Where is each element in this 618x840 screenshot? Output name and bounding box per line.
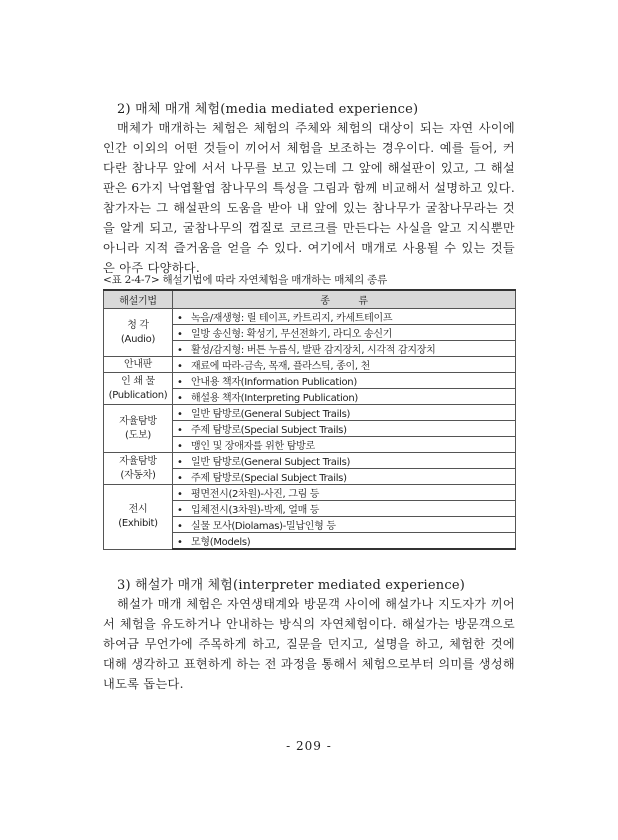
media-item-text: 맹인 및 장애자를 위한 탐방로 [191,441,315,452]
header-types: 종 류 [173,290,516,309]
media-item-cell [173,517,516,533]
technique-label: 안내판 [123,358,153,370]
technique-label: 청 각 [127,319,149,331]
bullet-icon: • [177,393,183,404]
media-item-cell [173,469,516,485]
technique-cell [104,453,173,485]
technique-label: 자율탐방 [119,415,157,427]
media-item-text: 모형(Models) [191,537,251,548]
media-item-text: 주제 탐방로(Special Subject Trails) [191,473,347,484]
table-row [104,485,516,501]
media-item-text: 주제 탐방로(Special Subject Trails) [191,425,347,436]
bullet-icon: • [177,473,183,484]
bullet-icon: • [177,377,183,388]
media-item-text: 평면전시(2차원)-사진, 그림 등 [191,489,320,500]
media-item-cell [173,357,516,373]
table-row [104,373,516,389]
technique-label: 전시 [128,503,148,515]
technique-cell [104,309,173,357]
media-item-text: 실물 모사(Diolamas)-밀납인형 등 [191,521,336,532]
table-row [104,405,516,421]
bullet-icon: • [177,409,183,420]
media-item-cell [173,341,516,357]
media-item-text: 일반 탐방로(General Subject Trails) [191,457,351,468]
technique-label: (자동차) [120,469,156,481]
media-item-text: 재료에 따라-금속, 목재, 플라스틱, 종이, 천 [191,361,370,372]
media-types-table [103,289,516,550]
technique-cell [104,357,173,373]
table-row [104,309,516,325]
technique-label: (도보) [125,429,151,441]
bullet-icon: • [177,457,183,468]
table-header-row [104,290,516,309]
section-3-paragraph [103,594,515,694]
media-item-cell [173,421,516,437]
technique-label: (Publication) [108,389,168,401]
technique-label: 인 쇄 물 [121,375,155,387]
media-item-cell [173,405,516,421]
media-item-text: 안내용 책자(Information Publication) [191,377,357,388]
bullet-icon: • [177,441,183,452]
media-item-cell [173,325,516,341]
bullet-icon: • [177,313,183,324]
media-item-text: 일반 탐방로(General Subject Trails) [191,409,351,420]
table-caption: <표 2-4-7> 해설기법에 따라 자연체험을 매개하는 매체의 종류 [103,274,388,286]
bullet-icon: • [177,361,183,372]
section-2-paragraph [103,118,515,278]
technique-cell [104,405,173,453]
bullet-icon: • [177,425,183,436]
section-3-heading: 3) 해설가 매개 체험(interpreter mediated experience) [117,578,466,593]
media-item-text: 해설용 책자(Interpreting Publication) [191,393,358,404]
bullet-icon: • [177,537,183,548]
media-item-text: 일방 송신형: 확성기, 무선전화기, 라디오 송신기 [191,329,393,340]
media-item-cell [173,501,516,517]
media-item-cell [173,485,516,501]
technique-label: 자율탐방 [119,455,157,467]
section-2-heading: 2) 매체 매개 체험(media mediated experience) [117,102,419,117]
header-technique: 해설기법 [104,290,173,309]
media-item-cell [173,389,516,405]
table-row [104,453,516,469]
media-item-cell [173,309,516,325]
media-item-cell [173,533,516,550]
media-item-text: 활성/감지형: 버튼 누름식, 발판 감지장치, 시각적 감지장치 [191,345,436,356]
technique-cell [104,485,173,550]
bullet-icon: • [177,505,183,516]
media-item-cell [173,437,516,453]
technique-label: (Audio) [120,333,156,345]
bullet-icon: • [177,345,183,356]
technique-cell [104,373,173,405]
bullet-icon: • [177,329,183,340]
bullet-icon: • [177,521,183,532]
media-item-cell [173,453,516,469]
bullet-icon: • [177,489,183,500]
media-item-text: 녹음/재생형: 릴 테이프, 카트리지, 카세트테이프 [191,313,393,324]
page-number: - 209 - [286,739,332,753]
technique-label: (Exhibit) [118,517,158,529]
media-item-text: 입체전시(3차원)-박제, 얼매 등 [191,505,320,516]
paragraph-text: 해설가 매개 체험은 자연생태계와 방문객 사이에 해설가나 지도자가 끼어서 체험을 유도하거나 안내하는 방식의 자연체험이다. 해설가는 방문객으로 하여금 무언가에 주목하게 하고, 질문을 던지고, 설명을 하고, 체험한 것에 대해 생각하고 표현하게 하는 전 과정을 통해서 체험으로부터 의미를 생성해 내도록 돕는다. [103,597,515,691]
paragraph-text: 매체가 매개하는 체험은 체험의 주체와 체험의 대상이 되는 자연 사이에 인간 이외의 어떤 것들이 끼어서 체험을 보조하는 경우이다. 예를 들어, 커다란 참나무 앞에 서서 나무를 보고 있는데 그 앞에 해설판이 있고, 그 해설판은 6가지 낙엽활엽 참나무의 특성을 그림과 함께 비교해서 설명하고 있다. 참가자는 그 해설판의 도움을 받아 내 앞에 있는 참나무가 굴참나무라는 것을 알게 되고, 굴참나무의 껍질로 코르크를 만든다는 사실을 알고 지식뿐만 아니라 지적 즐거움을 얻을 수 있다. 여기에서 매개로 사용될 수 있는 것들은 아주 다양하다. [103,121,515,275]
media-item-cell [173,373,516,389]
table-row [104,357,516,373]
